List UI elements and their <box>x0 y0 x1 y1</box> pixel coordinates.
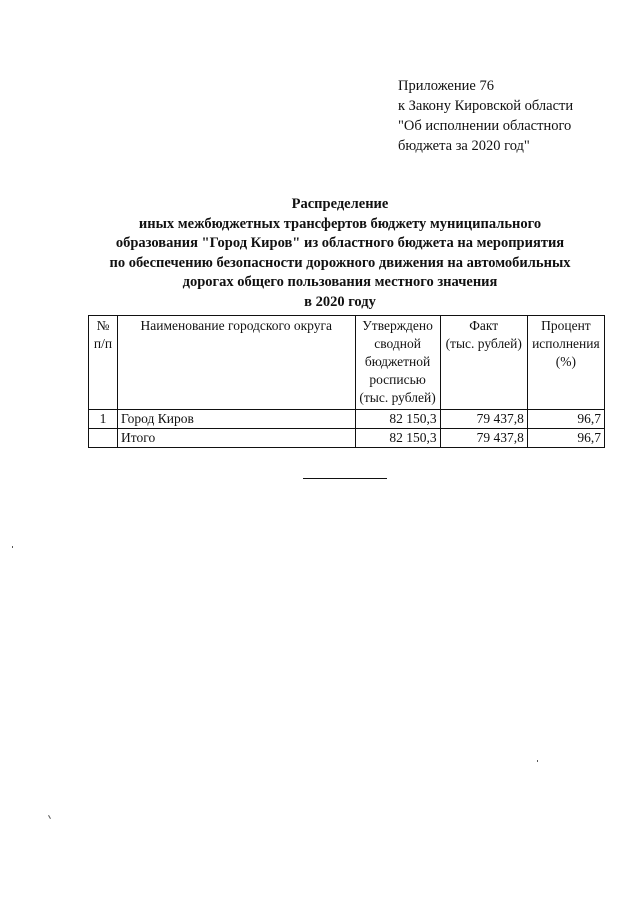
document-title <box>80 195 600 312</box>
header-number: № п/п <box>89 316 118 410</box>
row-percent: 96,7 <box>527 410 604 429</box>
appendix-line: Приложение 76 <box>398 78 494 94</box>
table-header-row <box>89 316 605 410</box>
title-line: в 2020 году <box>304 293 376 310</box>
distribution-table <box>88 315 605 448</box>
row-number: 1 <box>89 410 118 429</box>
row-district-name: Город Киров <box>118 410 355 429</box>
total-label: Итого <box>118 429 355 448</box>
title-line: образования "Город Киров" из областного бюджета на мероприятия <box>115 235 565 251</box>
total-number <box>89 429 118 448</box>
scan-speck <box>537 760 538 762</box>
header-approved: Утверждено сводной бюджетной росписью (тыс. рублей) <box>355 316 440 410</box>
total-row <box>89 429 605 448</box>
scan-speck <box>48 815 51 819</box>
header-fact: Факт (тыс. рублей) <box>440 316 527 410</box>
total-approved: 82 150,3 <box>355 429 440 448</box>
scan-speck <box>12 546 13 548</box>
appendix-note <box>398 76 628 156</box>
end-divider-line <box>303 478 387 479</box>
total-fact: 79 437,8 <box>440 429 527 448</box>
appendix-line: бюджета за 2020 год" <box>398 138 530 154</box>
title-line: Распределение <box>291 196 389 212</box>
row-fact: 79 437,8 <box>440 410 527 429</box>
header-district-name: Наименование городского округа <box>118 316 355 410</box>
total-percent: 96,7 <box>527 429 604 448</box>
title-line: дорогах общего пользования местного значения <box>182 274 498 290</box>
appendix-line: "Об исполнении областного <box>398 118 572 134</box>
title-line: иных межбюджетных трансфертов бюджету муниципального <box>138 215 542 232</box>
table-row <box>89 410 605 429</box>
row-approved: 82 150,3 <box>355 410 440 429</box>
title-line: по обеспечению безопасности дорожного движения на автомобильных <box>109 254 571 271</box>
appendix-line: к Закону Кировской области <box>398 98 574 114</box>
header-percent: Процент исполнения (%) <box>527 316 604 410</box>
